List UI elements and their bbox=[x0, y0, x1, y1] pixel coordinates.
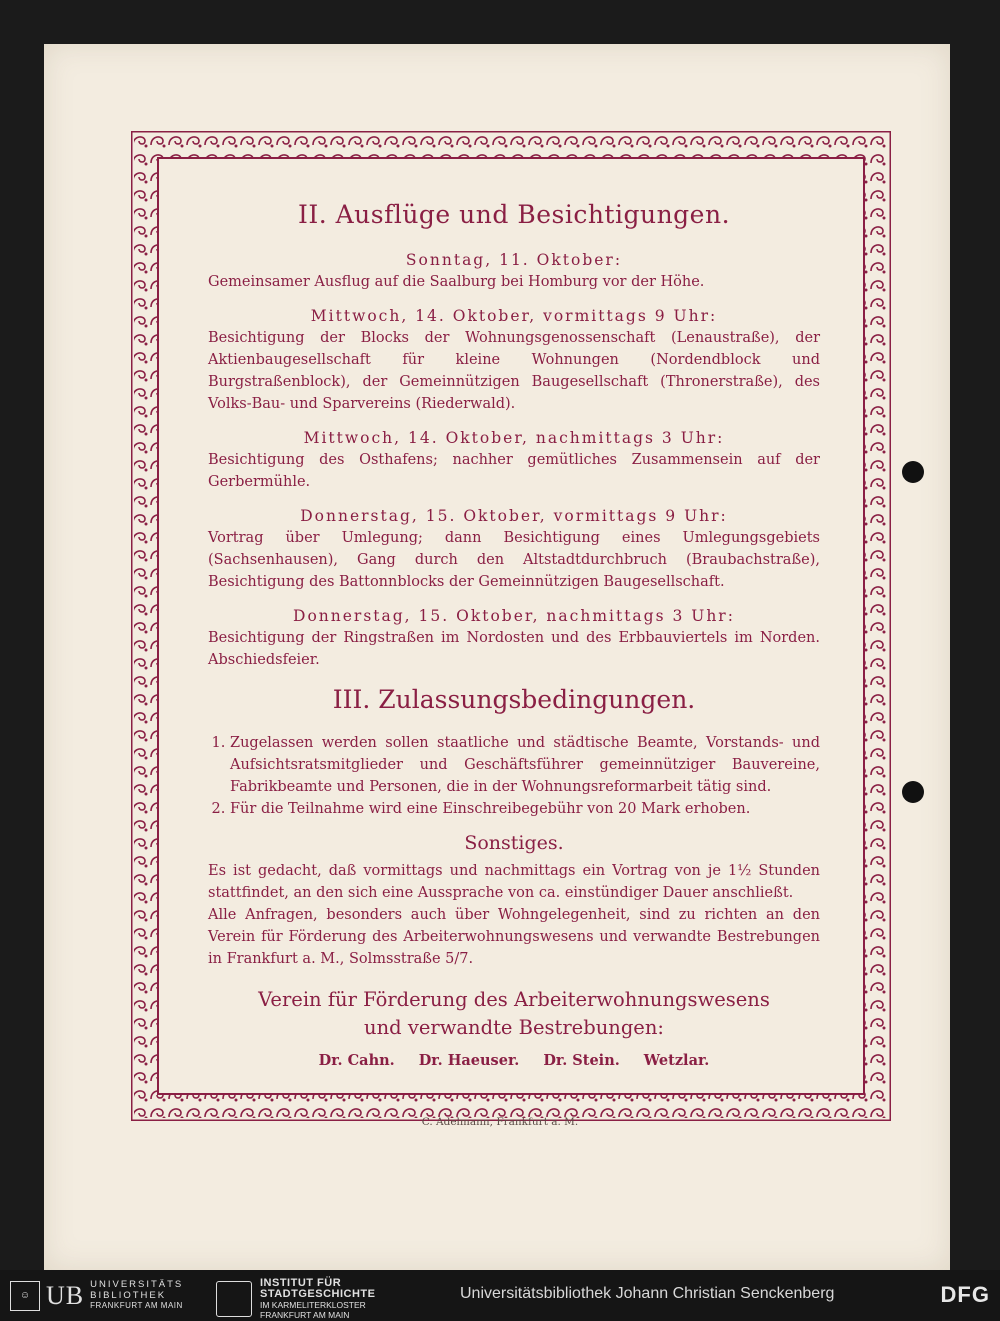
signatory: Dr. Cahn. bbox=[318, 1052, 395, 1069]
printer-imprint: C. Adelmann, Frankfurt a. M. bbox=[421, 1116, 579, 1128]
dfg-logo[interactable]: DFG bbox=[940, 1282, 990, 1307]
ub-short: UB bbox=[46, 1280, 85, 1310]
ub-line: BIBLIOTHEK bbox=[90, 1289, 167, 1301]
admission-list bbox=[208, 732, 820, 820]
isg-line: STADTGESCHICHTE bbox=[260, 1288, 376, 1300]
event-block bbox=[208, 427, 820, 493]
ub-line: UNIVERSITÄTS bbox=[90, 1279, 184, 1290]
event-text: Gemeinsamer Ausflug auf die Saalburg bei Homburg vor der Höhe. bbox=[208, 274, 705, 290]
sonstiges-paragraph-2: Alle Anfragen, besonders auch über Wohngelegenheit, sind zu richten an den Verein für Förderung des Arbeiterwohnungswesens und verwandte Bestrebungen in Frankfurt a. M., Solmsstraße 5/7. bbox=[208, 907, 820, 967]
section2-title: II. Ausflüge und Besichtigungen. bbox=[297, 200, 731, 229]
document-content bbox=[208, 200, 820, 1069]
isg-line: INSTITUT FÜR bbox=[260, 1277, 342, 1289]
punch-hole-bottom bbox=[902, 781, 924, 803]
event-text: Besichtigung der Blocks der Wohnungsgenossenschaft (Lenaustraße), der Aktienbaugesellschaft für kleine Wohnungen (Nordendblock und Burgstraßenblock), der Gemeinnützigen Baugesellschaft (Thronerstraße), des Volks-Bau- und Sparvereins (Riederwald). bbox=[208, 330, 820, 412]
signatory: Dr. Haeuser. bbox=[418, 1052, 520, 1069]
event-text: Besichtigung der Ringstraßen im Nordosten und des Erbbauviertels im Norden. Abschiedsfeier. bbox=[208, 630, 820, 668]
list-item: 1. Zugelassen werden sollen staatliche und städtische Beamte, Vorstands- und Aufsichtsratsmitglieder und Geschäftsführer gemeinnütziger Bauvereine, Fabrikbeamte und Personen, die in der Wohnungsreformarbeit tätig sind. bbox=[230, 732, 820, 798]
ub-logo[interactable] bbox=[10, 1280, 183, 1312]
ub-text bbox=[90, 1280, 183, 1312]
event-date: Mittwoch, 14. Oktober, vormittags 9 Uhr: bbox=[310, 307, 718, 325]
signatories bbox=[208, 1052, 820, 1069]
association-line-2: und verwandte Bestrebungen: bbox=[364, 1016, 664, 1039]
isg-text bbox=[260, 1278, 375, 1320]
signatory: Dr. Stein. bbox=[543, 1052, 620, 1069]
ub-line: FRANKFURT AM MAIN bbox=[90, 1301, 183, 1310]
punch-hole-top bbox=[902, 461, 924, 483]
bust-icon: ☺ bbox=[10, 1281, 40, 1311]
sonstiges-title: Sonstiges. bbox=[464, 832, 564, 854]
section3-title: III. Zulassungsbedingungen. bbox=[332, 685, 696, 714]
association-name bbox=[208, 986, 820, 1042]
event-block bbox=[208, 505, 820, 593]
list-item: 2. Für die Teilnahme wird eine Einschreibegebühr von 20 Mark erhoben. bbox=[230, 798, 820, 820]
footer-bar bbox=[0, 1270, 1000, 1321]
event-block bbox=[208, 249, 820, 293]
event-date: Mittwoch, 14. Oktober, nachmittags 3 Uhr: bbox=[303, 429, 725, 447]
association-line-1: Verein für Förderung des Arbeiterwohnungswesens bbox=[258, 988, 770, 1011]
event-text: Besichtigung des Osthafens; nachher gemütliches Zusammensein auf der Gerbermühle. bbox=[208, 452, 820, 490]
signatory: Wetzlar. bbox=[643, 1052, 710, 1069]
event-text: Vortrag über Umlegung; dann Besichtigung eines Umlegungsgebiets (Sachsenhausen), Gang durch den Altstadtdurchbruch (Braubachstraße), Besichtigung des Battonnblocks der Gemeinnützigen Baugesellschaft. bbox=[208, 530, 820, 590]
footer-library-name[interactable]: Universitätsbibliothek Johann Christian Senckenberg bbox=[460, 1285, 835, 1302]
event-block bbox=[208, 605, 820, 671]
sonstiges-paragraph-1: Es ist gedacht, daß vormittags und nachmittags ein Vortrag von je 1½ Stunden stattfindet, an den sich eine Aussprache von ca. einstündiger Dauer anschließt. bbox=[208, 863, 820, 901]
isg-logo[interactable] bbox=[216, 1278, 375, 1320]
event-date: Donnerstag, 15. Oktober, nachmittags 3 Uhr: bbox=[293, 607, 735, 625]
event-block bbox=[208, 305, 820, 415]
arch-icon bbox=[216, 1281, 252, 1317]
event-date: Sonntag, 11. Oktober: bbox=[405, 251, 623, 269]
isg-line: IM KARMELITERKLOSTER bbox=[260, 1300, 366, 1310]
isg-line: FRANKFURT AM MAIN bbox=[260, 1310, 350, 1320]
event-date: Donnerstag, 15. Oktober, vormittags 9 Uhr: bbox=[300, 507, 728, 525]
